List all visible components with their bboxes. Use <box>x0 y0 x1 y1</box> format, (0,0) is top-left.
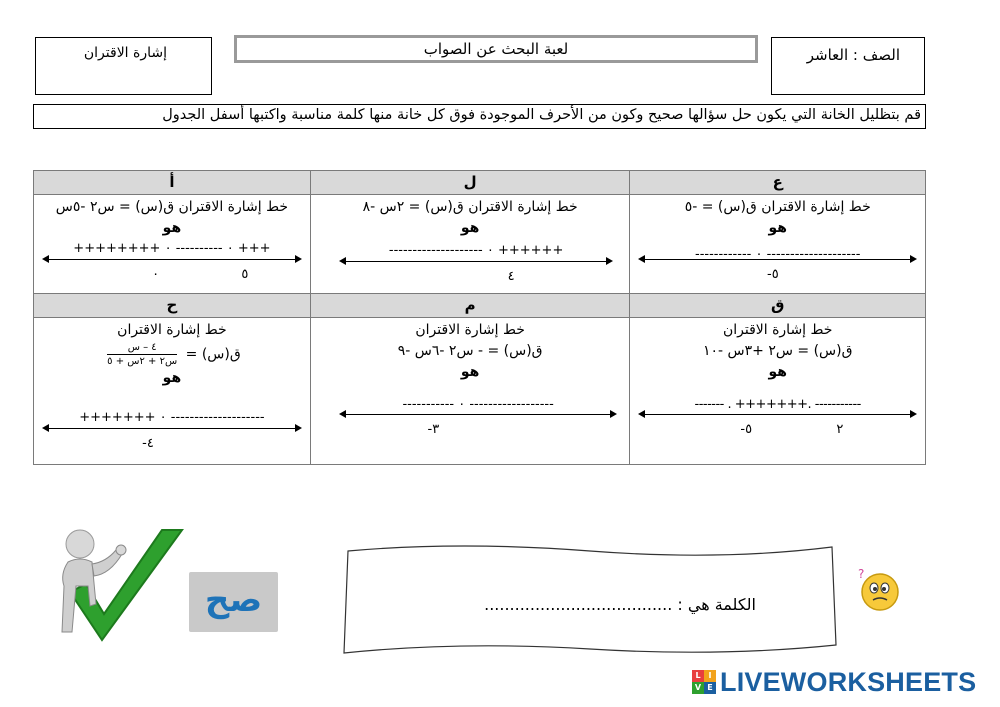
answer-cell[interactable] <box>34 318 311 465</box>
question-label: هو <box>460 220 480 236</box>
critical-value: ٢ <box>836 422 844 437</box>
question-text: خط إشارة الاقتران ق(س) = س٢ -٥س <box>55 199 289 215</box>
answer-prompt: الكلمة هي : ..................................... <box>484 595 756 614</box>
question-label: هو <box>768 364 787 380</box>
letters-row-1 <box>34 171 926 195</box>
instructions-box <box>33 104 926 129</box>
question-text: خط إشارة الاقتران <box>117 322 227 338</box>
worksheet-title: لعبة البحث عن الصواب <box>423 40 569 58</box>
answer-cell[interactable] <box>630 318 926 465</box>
question-label: هو <box>460 364 480 380</box>
question-text: خط إشارة الاقتران <box>415 322 525 338</box>
topic-label: إشارة الاقتران <box>83 45 167 61</box>
question-label: هو <box>768 220 787 236</box>
brand-name: LIVEWORKSHEETS <box>720 666 977 697</box>
brand-logo <box>692 665 976 699</box>
answer-cell[interactable] <box>310 195 630 294</box>
letter-cell: ع <box>630 171 926 195</box>
sign-values: ------- . +++++++. ----------- <box>694 397 861 412</box>
arrow-left-icon <box>42 424 49 432</box>
answer-cell[interactable] <box>310 318 630 465</box>
letter-cell: ل <box>310 171 630 195</box>
puzzle-table <box>33 170 926 465</box>
letter-cell: ح <box>34 294 311 318</box>
sign-values: ++++++++ ٠ ---------- ٠ +++ <box>73 241 271 256</box>
arrow-right-icon <box>910 255 917 263</box>
critical-value: ٥- <box>740 422 753 437</box>
sign-values: +++++++ ٠ -------------------- <box>79 410 265 425</box>
stamp-text: صح <box>204 580 263 620</box>
sign-values: -------------------- ٠ ++++++ <box>388 243 564 258</box>
thumbs-up-checkmark-icon <box>50 522 190 652</box>
letters-row-2 <box>34 294 926 318</box>
fraction <box>107 341 177 368</box>
answer-field[interactable] <box>340 545 838 655</box>
arrow-right-icon <box>295 424 302 432</box>
fraction-denominator: س٢ + ٢س + ٥ <box>107 356 178 367</box>
arrow-left-icon <box>42 255 49 263</box>
correct-stamp <box>189 572 278 632</box>
critical-value: ٤- <box>142 436 154 451</box>
critical-value: ٤ <box>507 269 515 284</box>
title-box <box>234 35 758 63</box>
grade-box <box>771 37 925 95</box>
grade-label: الصف : العاشر <box>806 46 900 64</box>
question-text: خط إشارة الاقتران <box>722 322 833 338</box>
svg-text:?: ? <box>858 567 865 581</box>
arrow-right-icon <box>610 410 617 418</box>
critical-value: ٠ <box>152 267 160 282</box>
brand-icon: L I V E <box>692 670 716 694</box>
fraction-numerator: ٤ – س <box>107 341 177 355</box>
question-label: هو <box>162 370 182 386</box>
arrow-right-icon <box>295 255 302 263</box>
critical-value: ٥- <box>767 267 779 282</box>
letter-cell: أ <box>34 171 311 195</box>
thinking-face-icon <box>854 566 902 614</box>
critical-value: ٣- <box>427 422 440 437</box>
arrow-right-icon <box>606 257 613 265</box>
question-row-1 <box>34 195 926 294</box>
arrow-left-icon <box>339 257 346 265</box>
critical-value: ٥ <box>241 267 249 282</box>
question-label: هو <box>162 220 182 236</box>
sign-values: ----------- ٠ ------------------ <box>402 397 554 412</box>
question-function: ق(س) = س٢ +٣س -١٠ <box>702 343 853 359</box>
answer-cell[interactable] <box>630 195 926 294</box>
answer-cell[interactable] <box>34 195 311 294</box>
function-name: ق(س) = <box>185 346 241 363</box>
instructions-text: قم بتظليل الخانة التي يكون حل سؤالها صحيح وكون من الأحرف الموجودة فوق كل خانة منها كلمة مناسبة واكتبها أسفل الجدول <box>162 107 921 123</box>
topic-box <box>35 37 212 95</box>
letter-cell: ق <box>630 294 926 318</box>
letter-cell: م <box>310 294 630 318</box>
question-row-2 <box>34 318 926 465</box>
question-text: خط إشارة الاقتران ق(س) = -٥ <box>684 199 871 215</box>
sign-values: ------------ ٠ -------------------- <box>695 247 861 262</box>
question-function: ق(س) = - س٢ -٦س -٩ <box>397 343 543 359</box>
arrow-right-icon <box>910 410 917 418</box>
question-text: خط إشارة الاقتران ق(س) = ٢س -٨ <box>362 199 578 215</box>
question-function <box>34 341 310 368</box>
